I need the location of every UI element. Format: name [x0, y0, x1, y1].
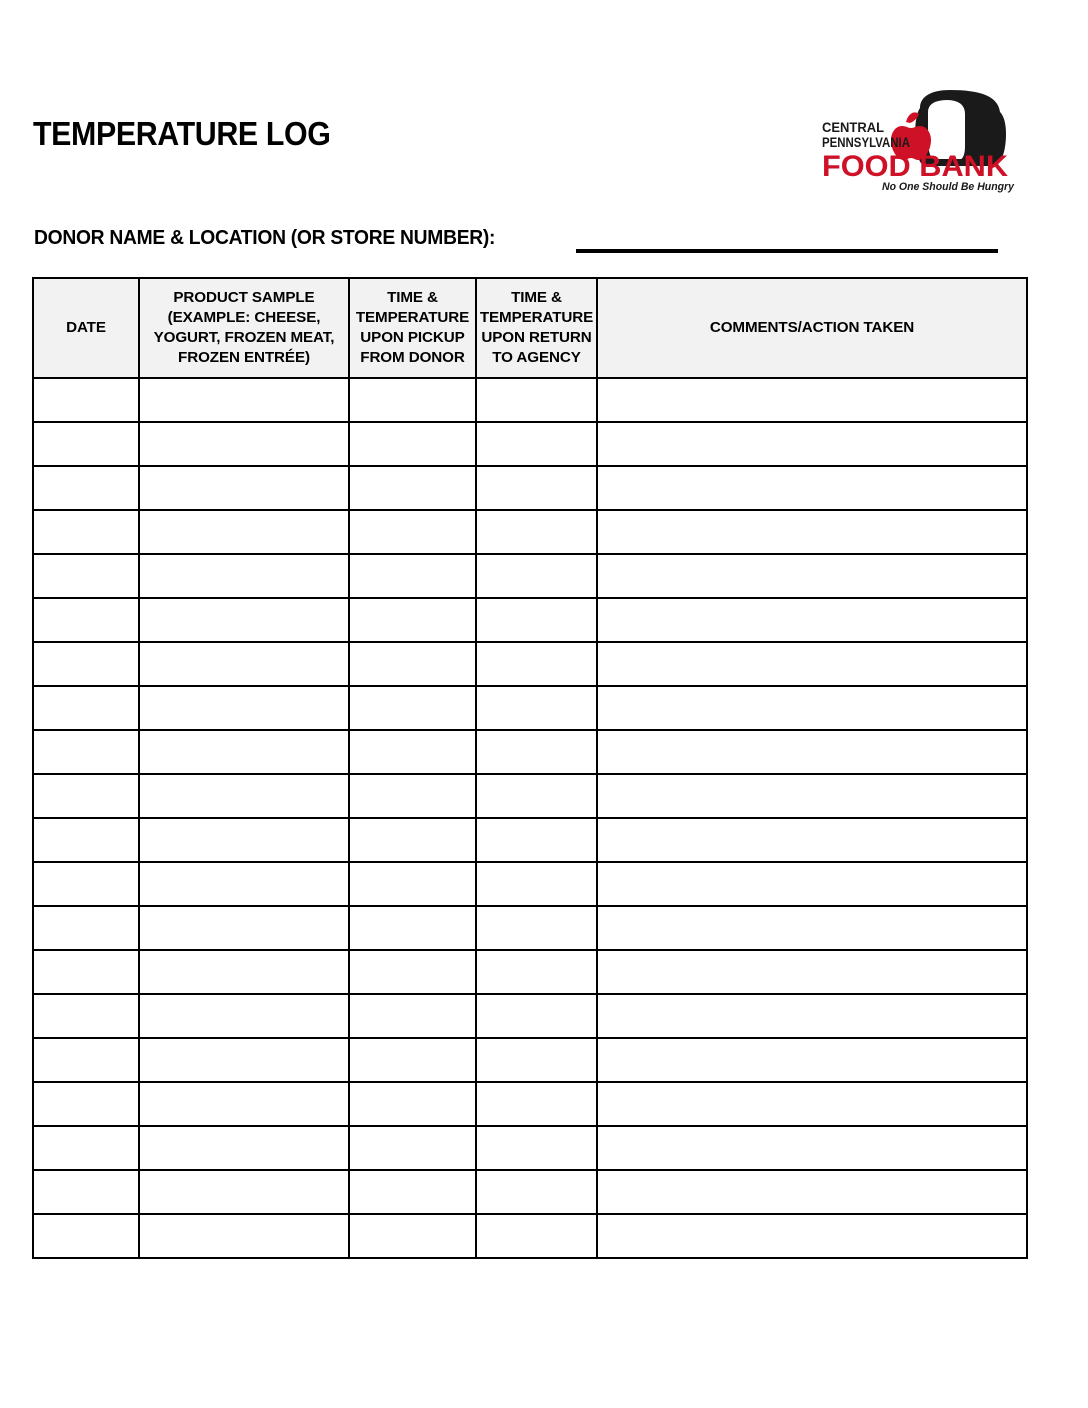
donor-name-label: DONOR NAME & LOCATION (OR STORE NUMBER): [34, 226, 496, 249]
donor-name-input-rule[interactable] [576, 249, 998, 253]
cell-product[interactable] [139, 378, 349, 422]
cell-date[interactable] [33, 1170, 139, 1214]
cell-pickup[interactable] [349, 730, 476, 774]
cell-product[interactable] [139, 906, 349, 950]
cell-product[interactable] [139, 598, 349, 642]
cell-comments[interactable] [597, 466, 1027, 510]
cell-return[interactable] [476, 686, 597, 730]
cell-comments[interactable] [597, 1038, 1027, 1082]
cell-comments[interactable] [597, 862, 1027, 906]
cell-return[interactable] [476, 1038, 597, 1082]
table-row [33, 1170, 1027, 1214]
table-row [33, 862, 1027, 906]
temperature-log-table [32, 277, 1028, 1259]
cell-pickup[interactable] [349, 1126, 476, 1170]
cell-product[interactable] [139, 774, 349, 818]
cell-date[interactable] [33, 1038, 139, 1082]
cell-comments[interactable] [597, 818, 1027, 862]
cell-return[interactable] [476, 642, 597, 686]
table-row [33, 510, 1027, 554]
column-header-return-line-2: TEMPERATURE [479, 308, 594, 326]
cell-date[interactable] [33, 906, 139, 950]
cell-product[interactable] [139, 642, 349, 686]
cell-return[interactable] [476, 994, 597, 1038]
logo-line1: CENTRAL [822, 120, 884, 135]
cell-product[interactable] [139, 1082, 349, 1126]
cell-pickup[interactable] [349, 1082, 476, 1126]
cell-date[interactable] [33, 510, 139, 554]
cell-pickup[interactable] [349, 1214, 476, 1258]
cell-comments[interactable] [597, 422, 1027, 466]
table-row [33, 1082, 1027, 1126]
cell-return[interactable] [476, 510, 597, 554]
column-header-product-sample [139, 278, 349, 378]
column-header-pickup-line-1: TIME & [387, 288, 438, 306]
cell-pickup[interactable] [349, 598, 476, 642]
logo-line3: FOOD BANK [822, 150, 1009, 183]
table-row [33, 598, 1027, 642]
cell-date[interactable] [33, 378, 139, 422]
column-header-pickup-line-4: FROM DONOR [360, 349, 465, 367]
cell-pickup[interactable] [349, 466, 476, 510]
table-row [33, 730, 1027, 774]
cell-pickup[interactable] [349, 950, 476, 994]
cell-comments[interactable] [597, 686, 1027, 730]
column-header-product-line-3: YOGURT, FROZEN MEAT, [153, 329, 335, 346]
table-row [33, 994, 1027, 1038]
table-row [33, 1214, 1027, 1258]
table-body [33, 378, 1027, 1258]
cell-comments[interactable] [597, 994, 1027, 1038]
cell-pickup[interactable] [349, 422, 476, 466]
cell-pickup[interactable] [349, 686, 476, 730]
cell-product[interactable] [139, 1126, 349, 1170]
cell-product[interactable] [139, 950, 349, 994]
cell-pickup[interactable] [349, 862, 476, 906]
cell-return[interactable] [476, 466, 597, 510]
column-header-comments-action-taken: COMMENTS/ACTION TAKEN [597, 278, 1027, 378]
cell-pickup[interactable] [349, 818, 476, 862]
table-header [33, 278, 1027, 378]
column-header-time-temp-pickup [349, 278, 476, 378]
cell-comments[interactable] [597, 1214, 1027, 1258]
cell-product[interactable] [139, 1214, 349, 1258]
cell-return[interactable] [476, 422, 597, 466]
food-bank-logo [820, 88, 1016, 196]
cell-pickup[interactable] [349, 554, 476, 598]
cell-pickup[interactable] [349, 378, 476, 422]
cell-return[interactable] [476, 378, 597, 422]
column-header-date: DATE [33, 278, 139, 378]
cell-pickup[interactable] [349, 510, 476, 554]
column-header-pickup-line-2: TEMPERATURE [355, 308, 470, 326]
cell-comments[interactable] [597, 774, 1027, 818]
cell-date[interactable] [33, 818, 139, 862]
cell-comments[interactable] [597, 730, 1027, 774]
table-row [33, 554, 1027, 598]
cell-return[interactable] [476, 598, 597, 642]
column-header-return-line-3: UPON RETURN [481, 329, 592, 346]
column-header-pickup-line-3: UPON PICKUP [360, 329, 465, 346]
cell-product[interactable] [139, 510, 349, 554]
table-row [33, 378, 1027, 422]
column-header-product-line-2: (EXAMPLE: CHEESE, [167, 308, 321, 326]
table-row [33, 686, 1027, 730]
cell-comments[interactable] [597, 950, 1027, 994]
table-row [33, 642, 1027, 686]
cell-product[interactable] [139, 994, 349, 1038]
cell-date[interactable] [33, 730, 139, 774]
cell-comments[interactable] [597, 1126, 1027, 1170]
cell-date[interactable] [33, 422, 139, 466]
cell-pickup[interactable] [349, 1170, 476, 1214]
column-header-product-line-1: PRODUCT SAMPLE [173, 288, 315, 306]
cell-return[interactable] [476, 730, 597, 774]
cell-product[interactable] [139, 1170, 349, 1214]
cell-product[interactable] [139, 422, 349, 466]
column-header-product-line-4: FROZEN ENTRÉE) [178, 349, 310, 367]
table-row [33, 1126, 1027, 1170]
cell-pickup[interactable] [349, 994, 476, 1038]
cell-comments[interactable] [597, 642, 1027, 686]
cell-return[interactable] [476, 1214, 597, 1258]
column-header-time-temp-return [476, 278, 597, 378]
cell-comments[interactable] [597, 906, 1027, 950]
cell-product[interactable] [139, 466, 349, 510]
column-header-return-line-1: TIME & [511, 288, 562, 306]
cell-date[interactable] [33, 554, 139, 598]
cell-date[interactable] [33, 1214, 139, 1258]
cell-return[interactable] [476, 554, 597, 598]
cell-return[interactable] [476, 950, 597, 994]
cell-return[interactable] [476, 1082, 597, 1126]
logo-tagline: No One Should Be Hungry [882, 181, 1015, 193]
cell-return[interactable] [476, 774, 597, 818]
cell-date[interactable] [33, 994, 139, 1038]
cell-pickup[interactable] [349, 906, 476, 950]
cell-date[interactable] [33, 466, 139, 510]
table-row [33, 906, 1027, 950]
cell-comments[interactable] [597, 378, 1027, 422]
cell-comments[interactable] [597, 598, 1027, 642]
cell-product[interactable] [139, 730, 349, 774]
cell-date[interactable] [33, 1082, 139, 1126]
cell-comments[interactable] [597, 510, 1027, 554]
table-row [33, 422, 1027, 466]
cell-date[interactable] [33, 598, 139, 642]
cell-pickup[interactable] [349, 642, 476, 686]
cell-return[interactable] [476, 906, 597, 950]
cell-return[interactable] [476, 1170, 597, 1214]
cell-comments[interactable] [597, 1170, 1027, 1214]
cell-date[interactable] [33, 1126, 139, 1170]
cell-return[interactable] [476, 818, 597, 862]
cell-product[interactable] [139, 554, 349, 598]
cell-comments[interactable] [597, 1082, 1027, 1126]
column-header-return-line-4: TO AGENCY [492, 349, 581, 367]
logo-line2: PENNSYLVANIA [822, 135, 911, 150]
table-header-row [33, 278, 1027, 378]
cell-pickup[interactable] [349, 774, 476, 818]
table-row [33, 466, 1027, 510]
cell-pickup[interactable] [349, 1038, 476, 1082]
table-row [33, 818, 1027, 862]
logo-graphic [820, 88, 1016, 196]
cell-date[interactable] [33, 774, 139, 818]
cell-date[interactable] [33, 642, 139, 686]
cell-return[interactable] [476, 1126, 597, 1170]
table-row [33, 1038, 1027, 1082]
cell-product[interactable] [139, 1038, 349, 1082]
cell-date[interactable] [33, 862, 139, 906]
cell-date[interactable] [33, 950, 139, 994]
cell-product[interactable] [139, 818, 349, 862]
cell-product[interactable] [139, 862, 349, 906]
cell-date[interactable] [33, 686, 139, 730]
cell-product[interactable] [139, 686, 349, 730]
table-row [33, 774, 1027, 818]
page-title: TEMPERATURE LOG [33, 115, 331, 152]
cell-return[interactable] [476, 862, 597, 906]
cell-comments[interactable] [597, 554, 1027, 598]
table-row [33, 950, 1027, 994]
